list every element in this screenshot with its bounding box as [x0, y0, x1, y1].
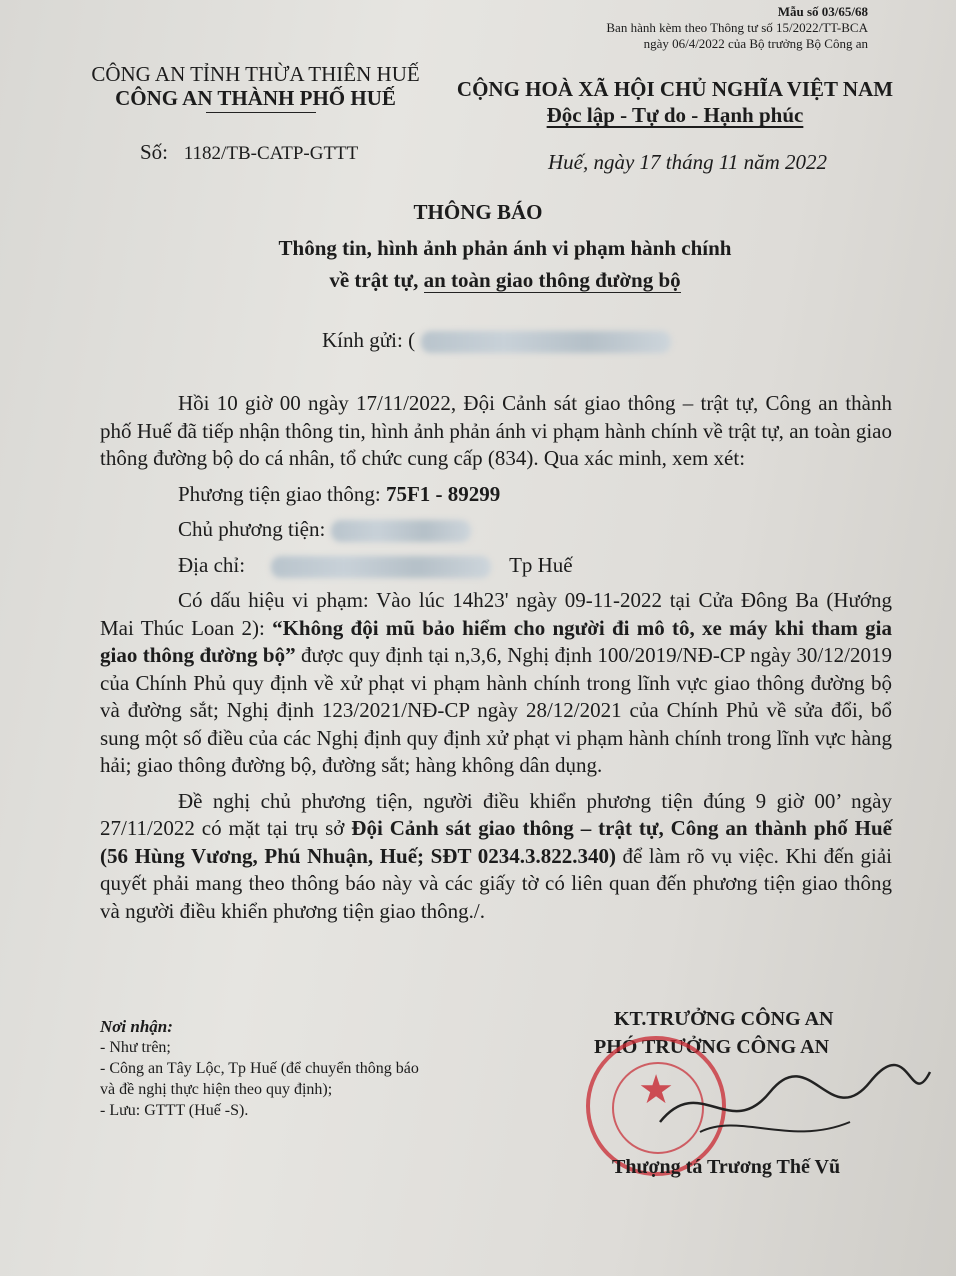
- recipient-item: - Công an Tây Lộc, Tp Huế (để chuyển thông báo: [100, 1060, 419, 1077]
- addressee-paren: (: [408, 328, 416, 352]
- address-city: Tp Huế: [509, 552, 573, 577]
- handwritten-signature: [640, 1052, 940, 1162]
- vehicle-line: [100, 481, 892, 509]
- violation-legal-basis: được quy định tại n,3,6, Nghị định 100/2019/NĐ-CP ngày 30/12/2019 của Chính Phủ quy định về xử phạt vi phạm hành chính trong lĩnh vực giao thông đường bộ và đường sắt; Nghị định 123/2021/NĐ-CP ngày 28/12/2021 của Chính Phủ về sửa đổi, bổ sung một số điều của các Nghị định quy định xử phạt vi phạm hành chính trong lĩnh vực hàng hải; giao thông đường bộ, đường sắt; hàng không dân dụng.: [100, 643, 892, 777]
- address-line: [100, 552, 892, 580]
- recipient-item: và đề nghị thực hiện theo quy định);: [100, 1081, 333, 1098]
- document-title: THÔNG BÁO: [413, 200, 543, 224]
- recipients: [100, 1016, 419, 1121]
- vehicle-label: Phương tiện giao thông:: [178, 481, 386, 506]
- nation-motto: Độc lập - Tự do - Hạnh phúc: [546, 103, 804, 127]
- agency-name: CÔNG AN THÀNH PHỐ HUẾ: [115, 86, 396, 110]
- form-issued-by: Ban hành kèm theo Thông tư số 15/2022/TT-BCA: [606, 20, 868, 35]
- subtitle-line2-b: an toàn giao thông đường bộ: [423, 268, 681, 292]
- number-label: Số:: [140, 140, 169, 164]
- agency-parent: CÔNG AN TỈNH THỪA THIÊN HUẾ: [91, 62, 420, 86]
- redacted-owner: [331, 520, 471, 542]
- subtitle-line2: [0, 264, 956, 296]
- recipients-heading: Nơi nhận:: [100, 1017, 173, 1036]
- addressee: [322, 328, 671, 353]
- document-subtitle: [0, 232, 956, 296]
- form-reference: [606, 4, 868, 52]
- signature-title-1: KT.TRƯỞNG CÔNG AN: [614, 1008, 834, 1030]
- request-details: để làm rõ vụ việc. Khi đến giải quyết phải mang theo thông báo này và các giấy tờ có liên quan đến phương tiện giao thông và người điều khiển phương tiện giao thông./.: [100, 843, 892, 923]
- violation-description: “Không đội mũ bảo hiểm cho người đi mô tô, xe máy khi tham gia giao thông đường bộ”: [100, 615, 893, 667]
- agency-underline: [206, 112, 316, 113]
- redacted-address: [271, 556, 491, 578]
- vehicle-plate: 75F1 - 89299: [385, 481, 501, 506]
- subtitle-line2-a: về trật tự,: [329, 268, 424, 292]
- addressee-label: Kính gửi:: [322, 328, 403, 352]
- violation-intro: Có dấu hiệu vi phạm: Vào lúc 14h23' ngày 09-11-2022 tại Cửa Đông Ba (Hướng Mai Thúc Loan 2):: [100, 588, 892, 640]
- document-number: [140, 140, 358, 165]
- number-value: 1182/TB-CATP-GTTT: [183, 143, 359, 164]
- paragraph-request: [100, 788, 892, 926]
- owner-label: Chủ phương tiện:: [178, 517, 326, 541]
- recipient-item: - Lưu: GTTT (Huế -S).: [100, 1102, 249, 1119]
- nation-name: CỘNG HOÀ XÃ HỘI CHỦ NGHĨA VIỆT NAM: [456, 77, 894, 101]
- redacted-addressee: [421, 331, 671, 353]
- paragraph-intro: Hồi 10 giờ 00 ngày 17/11/2022, Đội Cảnh sát giao thông – trật tự, Công an thành phố Huế đã tiếp nhận thông tin, hình ảnh phản ánh vi phạm hành chính về trật tự, an toàn giao thông đường bộ do cá nhân, tổ chức cung cấp (834). Qua xác minh, xem xét:: [100, 391, 892, 470]
- request-office: Đội Cảnh sát giao thông – trật tự, Công an thành phố Huế (56 Hùng Vương, Phú Nhuận, Huế; SĐT 0234.3.822.340): [100, 816, 893, 868]
- address-label: Địa chỉ:: [178, 552, 246, 577]
- agency-header: [78, 62, 433, 113]
- owner-line: [100, 516, 892, 544]
- document-date: Huế, ngày 17 tháng 11 năm 2022: [548, 150, 827, 174]
- subtitle-line1: Thông tin, hình ảnh phản ánh vi phạm hành chính: [278, 236, 732, 260]
- seal-star-icon: ★: [638, 1067, 674, 1112]
- signer-name: Thượng tá Trương Thế Vũ: [612, 1156, 841, 1178]
- nation-header: [440, 76, 910, 128]
- request-intro: Đề nghị chủ phương tiện, người điều khiển phương tiện đúng 9 giờ 00’ ngày 27/11/2022 có mặt tại trụ sở: [100, 788, 892, 840]
- paragraph-violation: [100, 587, 892, 780]
- document-body: [100, 390, 892, 925]
- recipient-item: - Như trên;: [100, 1039, 171, 1056]
- signature-title-2: PHÓ TRƯỞNG CÔNG AN: [594, 1036, 830, 1058]
- form-code: Mẫu số 03/65/68: [777, 4, 868, 19]
- form-issued-date: ngày 06/4/2022 của Bộ trưởng Bộ Công an: [643, 36, 868, 51]
